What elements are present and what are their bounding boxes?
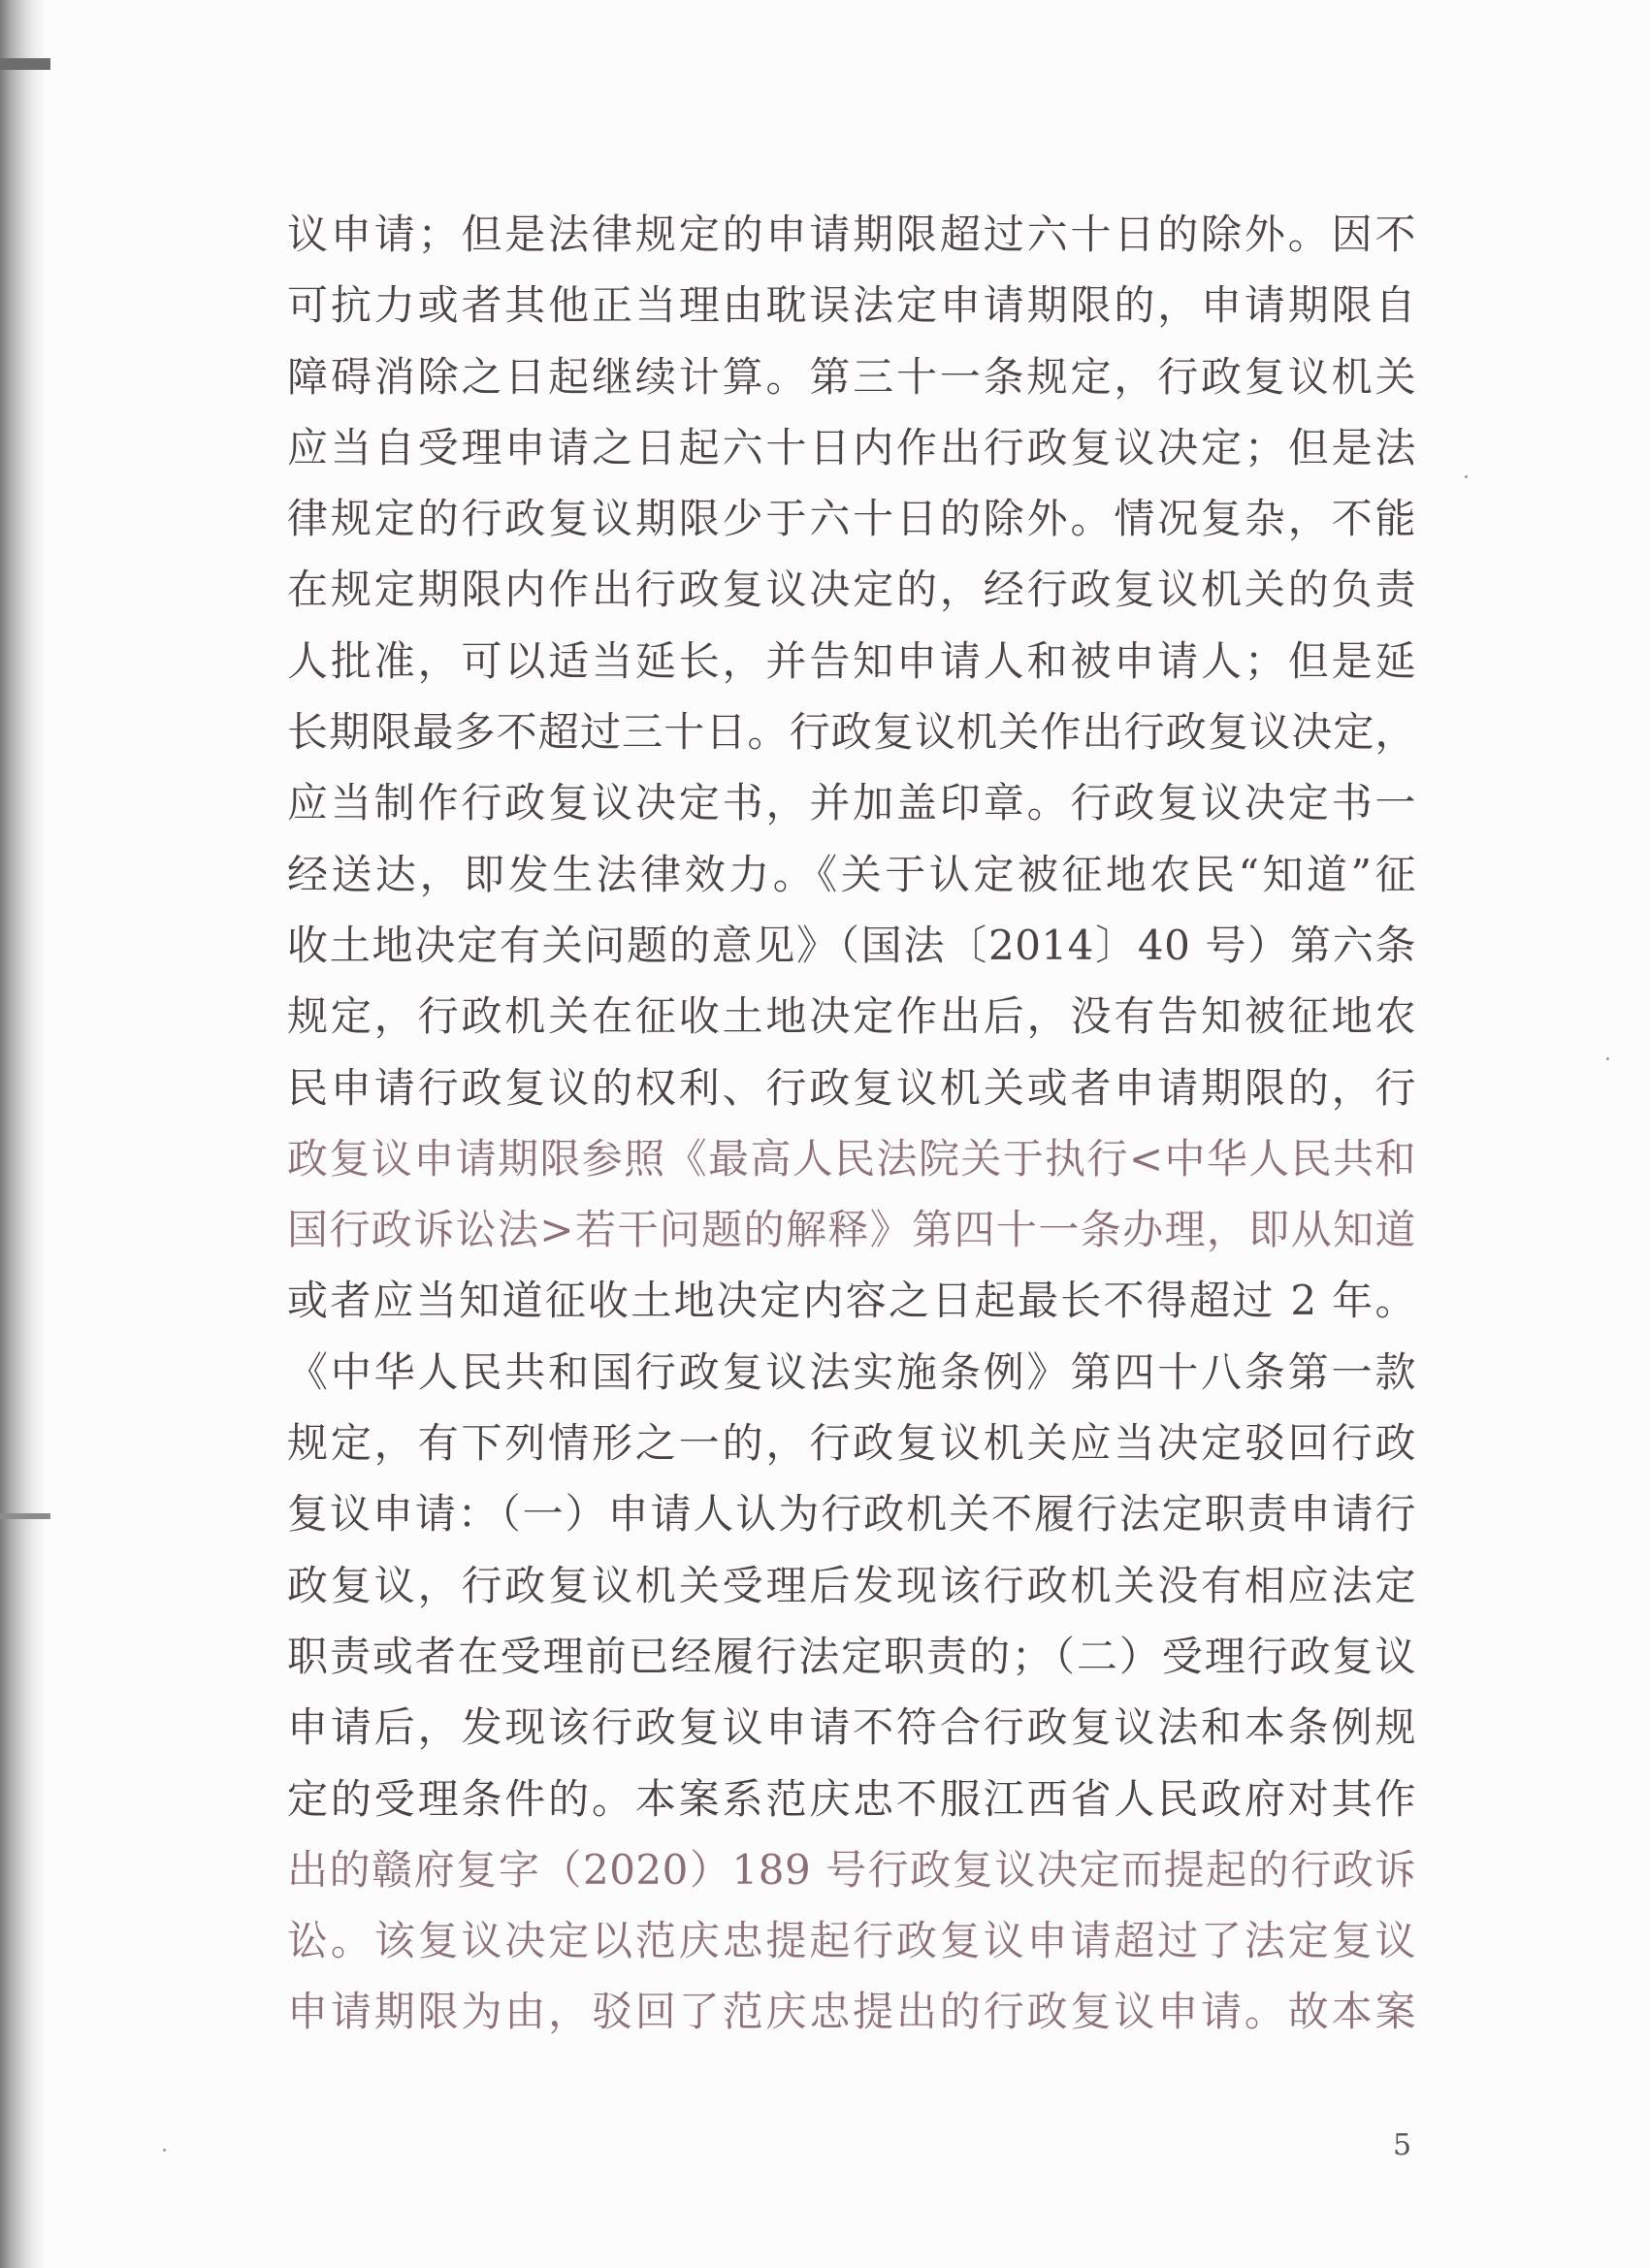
text-line: 出的赣府复字（2020）189 号行政复议决定而提起的行政诉: [287, 1845, 1416, 1894]
scan-speck: [163, 2149, 166, 2152]
text-line: 《中华人民共和国行政复议法实施条例》第四十八条第一款: [287, 1347, 1416, 1396]
text-line: 律规定的行政复议期限少于六十日的除外。情况复杂，不能: [287, 495, 1416, 543]
text-line: 讼。该复议决定以范庆忠提起行政复议申请超过了法定复议: [287, 1917, 1416, 1965]
page-number: 5: [1393, 2128, 1412, 2162]
text-line: 国行政诉讼法>若干问题的解释》第四十一条办理，即从知道: [287, 1206, 1416, 1254]
text-line: 可抗力或者其他正当理由耽误法定申请期限的，申请期限自: [287, 281, 1416, 330]
text-line: 人批准，可以适当延长，并告知申请人和被申请人；但是延: [287, 636, 1416, 685]
text-line: 障碍消除之日起继续计算。第三十一条规定，行政复议机关: [287, 352, 1416, 401]
text-line: 或者应当知道征收土地决定内容之日起最长不得超过 2 年。: [287, 1277, 1416, 1325]
text-line: 议申请；但是法律规定的申请期限超过六十日的除外。因不: [287, 211, 1416, 258]
scan-speck: [1465, 475, 1468, 478]
scan-speck: [1606, 1057, 1609, 1060]
text-line: 应当自受理申请之日起六十日内作出行政复议决定；但是法: [287, 423, 1416, 471]
text-line: 复议申请：（一）申请人认为行政机关不履行法定职责申请行: [287, 1490, 1416, 1539]
text-line: 规定，行政机关在征收土地决定作出后，没有告知被征地农: [287, 992, 1416, 1041]
text-line: 经送达，即发生法律效力。《关于认定被征地农民“知道”征: [287, 850, 1416, 898]
text-line: 政复议申请期限参照《最高人民法院关于执行<中华人民共和: [287, 1134, 1416, 1183]
text-line: 长期限最多不超过三十日。行政复议机关作出行政复议决定，: [287, 708, 1416, 757]
text-line: 申请后，发现该行政复议申请不符合行政复议法和本条例规: [287, 1703, 1416, 1752]
text-line: 职责或者在受理前已经履行法定职责的；（二）受理行政复议: [287, 1632, 1416, 1680]
text-line: 收土地决定有关问题的意见》（国法〔2014〕40 号）第六条: [287, 921, 1416, 969]
text-line: 申请期限为由，驳回了范庆忠提出的行政复议申请。故本案: [287, 1988, 1416, 2036]
text-line: 政复议，行政复议机关受理后发现该行政机关没有相应法定: [287, 1561, 1416, 1609]
binding-staple-mark: [0, 58, 50, 70]
binding-edge-shadow: [0, 0, 45, 2268]
text-line: 民申请行政复议的权利、行政复议机关或者申请期限的，行: [287, 1063, 1416, 1112]
binding-staple-mark: [0, 1513, 50, 1519]
text-line: 规定，有下列情形之一的，行政复议机关应当决定驳回行政: [287, 1419, 1416, 1468]
text-line: 在规定期限内作出行政复议决定的，经行政复议机关的负责: [287, 566, 1416, 614]
text-line: 应当制作行政复议决定书，并加盖印章。行政复议决定书一: [287, 779, 1416, 827]
body-text: [287, 206, 1416, 2055]
text-line: 定的受理条件的。本案系范庆忠不服江西省人民政府对其作: [287, 1774, 1416, 1823]
